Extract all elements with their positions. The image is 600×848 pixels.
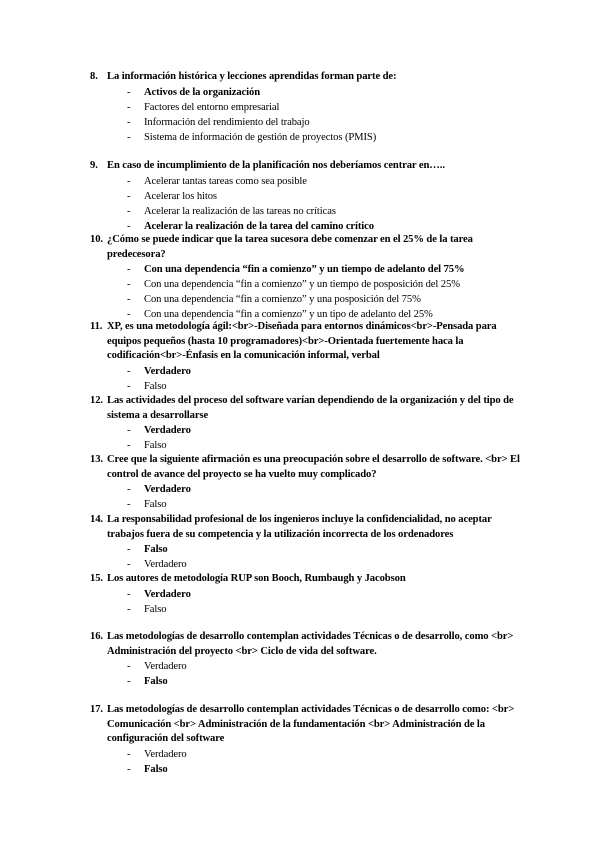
answer-option: - Factores del entorno empresarial <box>127 101 280 113</box>
answer-option: - Falso <box>127 544 168 555</box>
question-9 <box>90 159 520 234</box>
answer-option: - Falso <box>127 440 167 451</box>
bullet-dash-icon: - <box>127 294 131 305</box>
answer-list <box>90 542 520 572</box>
question-text: En caso de incumplimiento de la planificación nos deberíamos centrar en….. <box>107 160 445 171</box>
answer-option: - Acelerar la realización de la tarea del camino crítico <box>127 220 374 232</box>
bullet-dash-icon: - <box>127 763 131 775</box>
answer-list <box>90 85 520 145</box>
answer-option: - Falso <box>127 499 167 510</box>
question-12 <box>90 394 520 453</box>
question-number: 17. <box>90 704 103 715</box>
question-10 <box>90 233 520 322</box>
bullet-dash-icon: - <box>127 220 131 232</box>
bullet-dash-icon: - <box>127 588 131 600</box>
bullet-dash-icon: - <box>127 279 131 290</box>
question-number: 15. <box>90 573 103 584</box>
bullet-dash-icon: - <box>127 131 131 143</box>
answer-list <box>90 423 520 453</box>
answer-option: - Información del rendimiento del trabajo <box>127 116 310 128</box>
answer-option: - Acelerar tantas tareas como sea posible <box>127 175 307 187</box>
question-8 <box>90 70 520 145</box>
question-text: La información histórica y lecciones aprendidas forman parte de: <box>107 71 397 82</box>
answer-option: - Activos de la organización <box>127 86 260 98</box>
answer-option: - Falso <box>127 763 168 775</box>
question-number: 9. <box>90 160 98 171</box>
answer-option: - Acelerar los hitos <box>127 190 217 202</box>
answer-option: - Verdadero <box>127 661 187 672</box>
question-15 <box>90 572 520 617</box>
bullet-dash-icon: - <box>127 86 131 98</box>
question-14 <box>90 513 520 572</box>
question-number: 12. <box>90 395 103 406</box>
answer-list <box>90 262 520 322</box>
question-text: Cree que la siguiente afirmación es una preocupación sobre el desarrollo de software. <br> El control de avance del proyecto se ha vuelto muy complicado? <box>107 454 520 480</box>
answer-option: - Verdadero <box>127 588 191 600</box>
answer-option: - Con una dependencia “fin a comienzo” y una posposición del 75% <box>127 294 421 305</box>
bullet-dash-icon: - <box>127 748 131 760</box>
answer-option: - Verdadero <box>127 559 187 570</box>
bullet-dash-icon: - <box>127 559 131 570</box>
bullet-dash-icon: - <box>127 661 131 672</box>
bullet-dash-icon: - <box>127 309 131 320</box>
answer-list <box>90 747 520 777</box>
question-number: 10. <box>90 234 103 245</box>
answer-option: - Falso <box>127 603 167 615</box>
question-number: 14. <box>90 514 103 525</box>
bullet-dash-icon: - <box>127 175 131 187</box>
bullet-dash-icon: - <box>127 365 131 377</box>
question-11 <box>90 320 520 394</box>
bullet-dash-icon: - <box>127 499 131 510</box>
answer-list <box>90 587 520 617</box>
question-number: 8. <box>90 71 98 82</box>
bullet-dash-icon: - <box>127 380 131 392</box>
bullet-dash-icon: - <box>127 205 131 217</box>
answer-option: - Falso <box>127 380 167 392</box>
answer-list <box>90 364 520 394</box>
bullet-dash-icon: - <box>127 190 131 202</box>
answer-list <box>90 482 520 512</box>
bullet-dash-icon: - <box>127 101 131 113</box>
answer-option: - Sistema de información de gestión de proyectos (PMIS) <box>127 131 377 143</box>
bullet-dash-icon: - <box>127 440 131 451</box>
question-text: Las actividades del proceso del software varían dependiendo de la organización y del tipo de sistema a desarrollarse <box>107 395 514 421</box>
question-number: 11. <box>90 321 103 332</box>
bullet-dash-icon: - <box>127 425 131 436</box>
bullet-dash-icon: - <box>127 116 131 128</box>
answer-option: - Verdadero <box>127 484 191 495</box>
answer-option: - Acelerar la realización de las tareas no críticas <box>127 205 336 217</box>
question-13 <box>90 453 520 512</box>
answer-option: - Con una dependencia “fin a comienzo” y un tipo de adelanto del 25% <box>127 309 433 320</box>
bullet-dash-icon: - <box>127 484 131 495</box>
answer-option: - Falso <box>127 676 168 687</box>
question-17 <box>90 703 520 777</box>
question-16 <box>90 630 520 689</box>
bullet-dash-icon: - <box>127 264 131 275</box>
bullet-dash-icon: - <box>127 603 131 615</box>
question-number: 13. <box>90 454 103 465</box>
answer-option: - Con una dependencia “fin a comienzo” y un tiempo de posposición del 25% <box>127 279 460 290</box>
question-text: La responsabilidad profesional de los ingenieros incluye la confidencialidad, no aceptar trabajos fuera de su competencia y la utilización incorrecta de los ordenadores <box>107 514 492 540</box>
question-text: XP, es una metodología ágil:<br>-Diseñada para entornos dinámicos<br>-Pensada para equipos pequeños (hasta 10 programadores)<br>-Orientada fuertemente haca la codificación<br>-Énfasis en la comunicación informal, verbal <box>107 321 497 361</box>
bullet-dash-icon: - <box>127 676 131 687</box>
question-text: Los autores de metodología RUP son Booch, Rumbaugh y Jacobson <box>107 573 406 584</box>
answer-option: - Verdadero <box>127 425 191 436</box>
answer-option: - Verdadero <box>127 748 187 760</box>
answer-list <box>90 174 520 234</box>
answer-list <box>90 659 520 689</box>
question-text: Las metodologías de desarrollo contemplan actividades Técnicas o de desarrollo como: <br> Comunicación <br> Administración de la fundamentación <br> Administración de la configuración del software <box>107 704 515 744</box>
question-number: 16. <box>90 631 103 642</box>
bullet-dash-icon: - <box>127 544 131 555</box>
answer-option: - Verdadero <box>127 365 191 377</box>
question-text: ¿Cómo se puede indicar que la tarea sucesora debe comenzar en el 25% de la tarea predecesora? <box>107 234 473 260</box>
question-text: Las metodologías de desarrollo contemplan actividades Técnicas o de desarrollo, como <br> Administración del proyecto <br> Ciclo de vida del software. <box>107 631 514 657</box>
answer-option: - Con una dependencia “fin a comienzo” y un tiempo de adelanto del 75% <box>127 264 465 275</box>
